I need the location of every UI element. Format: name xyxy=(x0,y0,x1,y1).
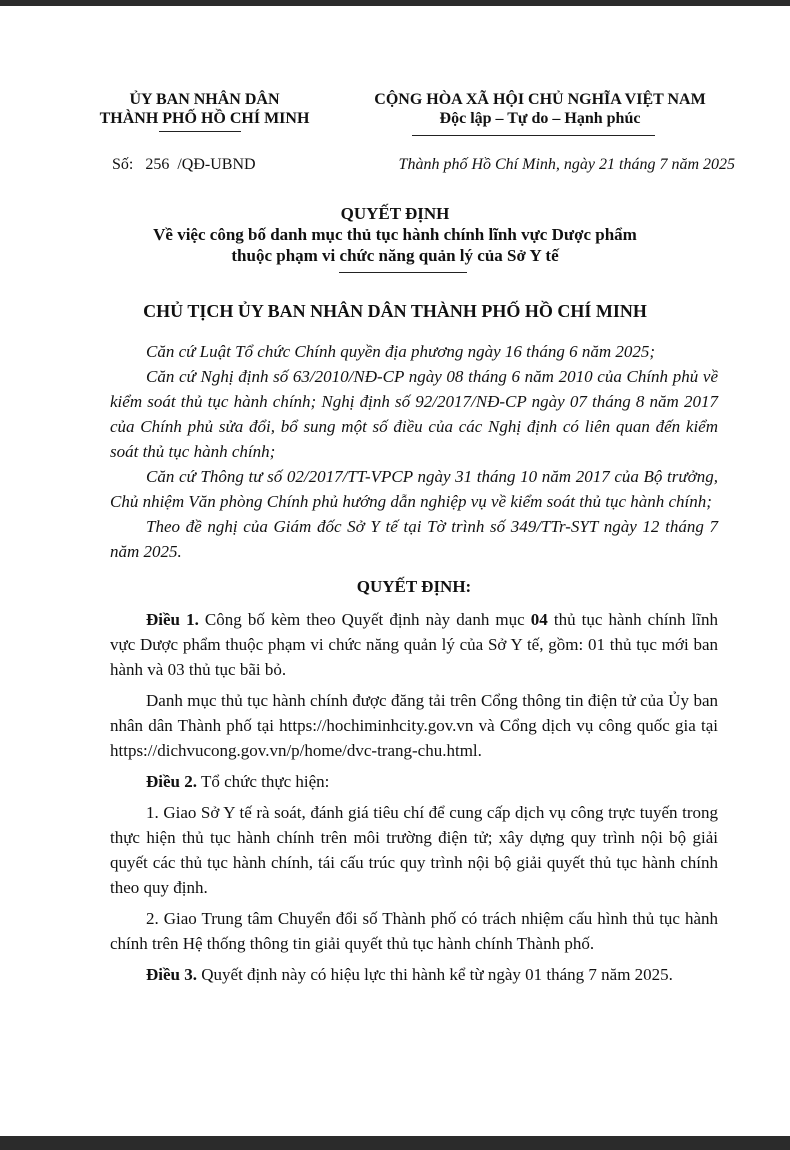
subject-line-1: Về việc công bố danh mục thủ tục hành chính lĩnh vực Dược phẩm xyxy=(153,225,637,244)
title-underline xyxy=(339,272,467,273)
article-3-label: Điều 3. xyxy=(146,965,197,984)
article-3 xyxy=(110,962,718,987)
nation-line-2: Độc lập – Tự do – Hạnh phúc xyxy=(439,110,641,127)
doc-type: QUYẾT ĐỊNH xyxy=(340,204,450,223)
agency-underline xyxy=(159,131,241,132)
nation-line-1: CỘNG HÒA XÃ HỘI CHỦ NGHĨA VIỆT NAM xyxy=(374,91,706,108)
article-2-label: Điều 2. xyxy=(146,772,197,791)
basis-paragraph: Theo đề nghị của Giám đốc Sở Y tế tại Tờ trình số 349/TTr-SYT ngày 12 tháng 7 năm 2025. xyxy=(110,517,718,561)
article-2 xyxy=(110,769,718,794)
article-2-item-2: 2. Giao Trung tâm Chuyển đổi số Thành phố có trách nhiệm cấu hình thủ tục hành chính trên Hệ thống thông tin giải quyết thủ tục hành chính Thành phố. xyxy=(110,909,718,953)
issuer-title: CHỦ TỊCH ỦY BAN NHÂN DÂN THÀNH PHỐ HỒ CHÍ MINH xyxy=(143,301,647,321)
agency-line-2: THÀNH PHỐ HỒ CHÍ MINH xyxy=(99,110,310,127)
basis-paragraph: Căn cứ Luật Tổ chức Chính quyền địa phương ngày 16 tháng 6 năm 2025; xyxy=(146,342,656,361)
issuing-agency xyxy=(72,90,337,128)
document-date: Thành phố Hồ Chí Minh, ngày 21 tháng 7 năm 2025 xyxy=(398,156,735,173)
article-1 xyxy=(110,607,718,682)
document-body xyxy=(110,339,718,987)
article-1-paragraph-2: Danh mục thủ tục hành chính được đăng tải trên Cổng thông tin điện tử của Ủy ban nhân dân Thành phố tại https://hochiminhcity.gov.vn và Cổng dịch vụ công quốc gia tại https://dichvucong.gov.vn/p/home/dvc-trang-chu.html. xyxy=(110,691,718,760)
subject-line-2: thuộc phạm vi chức năng quản lý của Sở Y tế xyxy=(231,246,559,265)
article-1-label: Điều 1. xyxy=(146,610,199,629)
article-1-text-b: thủ tục hành chính lĩnh vực Dược phẩm thuộc phạm vi chức năng quản lý của Sở Y tế, gồm: 01 thủ tục mới ban hành và 03 thủ tục bãi bỏ. xyxy=(110,610,718,679)
document-title xyxy=(60,203,730,266)
bottom-bar xyxy=(0,1136,790,1150)
basis-paragraph: Căn cứ Thông tư số 02/2017/TT-VPCP ngày 31 tháng 10 năm 2017 của Bộ trưởng, Chủ nhiệm Văn phòng Chính phủ hướng dẫn nghiệp vụ về kiểm soát thủ tục hành chính; xyxy=(110,467,718,511)
legal-bases xyxy=(110,339,718,564)
document-number: Số: 256 /QĐ-UBND xyxy=(112,156,256,173)
article-3-text: Quyết định này có hiệu lực thi hành kể từ ngày 01 tháng 7 năm 2025. xyxy=(197,965,673,984)
motto-underline xyxy=(412,135,655,136)
article-2-item-1: 1. Giao Sở Y tế rà soát, đánh giá tiêu chí để cung cấp dịch vụ công trực tuyến trong thực hiện thủ tục hành chính trên môi trường điện tử; xây dựng quy trình nội bộ giải quyết các thủ tục hành chính, tái cấu trúc quy trình nội bộ giải quyết thủ tục hành chính theo quy định. xyxy=(110,803,718,897)
article-2-text: Tổ chức thực hiện: xyxy=(197,772,330,791)
article-1-text-a: Công bố kèm theo Quyết định này danh mục xyxy=(198,610,531,629)
national-motto xyxy=(345,90,735,128)
procedure-count: 04 xyxy=(530,610,548,629)
basis-paragraph: Căn cứ Nghị định số 63/2010/NĐ-CP ngày 08 tháng 6 năm 2010 của Chính phủ về kiểm soát thủ tục hành chính; Nghị định số 92/2017/NĐ-CP ngày 07 tháng 8 năm 2017 của Chính phủ sửa đổi, bổ sung một số điều của các Nghị định có liên quan đến kiểm soát thủ tục hành chính; xyxy=(110,367,718,461)
agency-line-1: ỦY BAN NHÂN DÂN xyxy=(129,91,280,108)
decision-heading: QUYẾT ĐỊNH: xyxy=(356,577,472,596)
